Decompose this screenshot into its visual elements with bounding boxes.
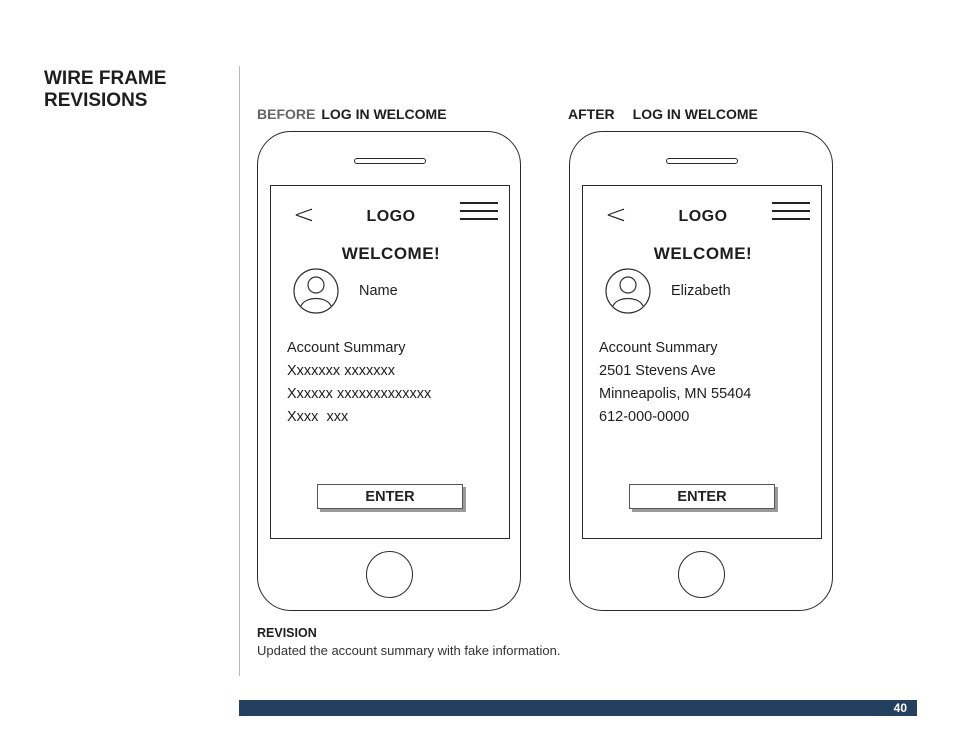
summary-line: Account Summary	[599, 340, 718, 356]
summary-line: Xxxx xxx	[287, 409, 349, 425]
after-phone-screen	[582, 185, 822, 539]
revision-description: Updated the account summary with fake information.	[257, 643, 561, 658]
logo-text: LOGO	[678, 208, 728, 225]
speaker-slot-icon	[666, 158, 738, 164]
speaker-slot-icon	[354, 158, 426, 164]
back-chevron-icon[interactable]: <	[293, 200, 315, 230]
home-button-icon[interactable]	[678, 551, 725, 598]
enter-button[interactable]: ENTER	[629, 484, 775, 509]
back-chevron-icon[interactable]: <	[605, 200, 627, 230]
revision-label: REVISION	[257, 626, 317, 640]
after-phone-mockup	[569, 131, 833, 611]
before-tag: BEFORE	[257, 106, 316, 122]
page-title	[44, 68, 224, 112]
user-avatar-icon	[605, 268, 651, 314]
account-summary	[287, 337, 431, 429]
user-avatar-icon	[293, 268, 339, 314]
before-heading-title: LOG IN WELCOME	[321, 106, 447, 122]
before-heading	[257, 106, 447, 122]
summary-line: 612-000-0000	[599, 409, 690, 425]
vertical-divider	[239, 66, 240, 676]
before-phone-screen	[270, 185, 510, 539]
user-name: Elizabeth	[671, 283, 731, 299]
summary-line: Account Summary	[287, 340, 406, 356]
home-button-icon[interactable]	[366, 551, 413, 598]
page-number: 40	[893, 701, 907, 715]
summary-line: Xxxxxxx xxxxxxx	[287, 363, 395, 379]
account-summary	[599, 337, 751, 429]
summary-line: 2501 Stevens Ave	[599, 363, 716, 379]
summary-line: Xxxxxx xxxxxxxxxxxxx	[287, 386, 432, 402]
welcome-heading: WELCOME!	[341, 244, 441, 263]
footer-bar	[239, 700, 917, 716]
before-phone-mockup	[257, 131, 521, 611]
summary-line: Minneapolis, MN 55404	[599, 386, 752, 402]
page-title-text: WIRE FRAME REVISIONS	[44, 68, 167, 111]
user-name: Name	[359, 283, 398, 299]
hamburger-menu-icon[interactable]	[772, 202, 810, 220]
welcome-heading: WELCOME!	[653, 244, 753, 263]
after-heading-title: LOG IN WELCOME	[632, 106, 758, 122]
after-heading	[568, 106, 758, 122]
after-tag: AFTER	[568, 106, 615, 122]
logo-text: LOGO	[366, 208, 416, 225]
enter-button[interactable]: ENTER	[317, 484, 463, 509]
hamburger-menu-icon[interactable]	[460, 202, 498, 220]
